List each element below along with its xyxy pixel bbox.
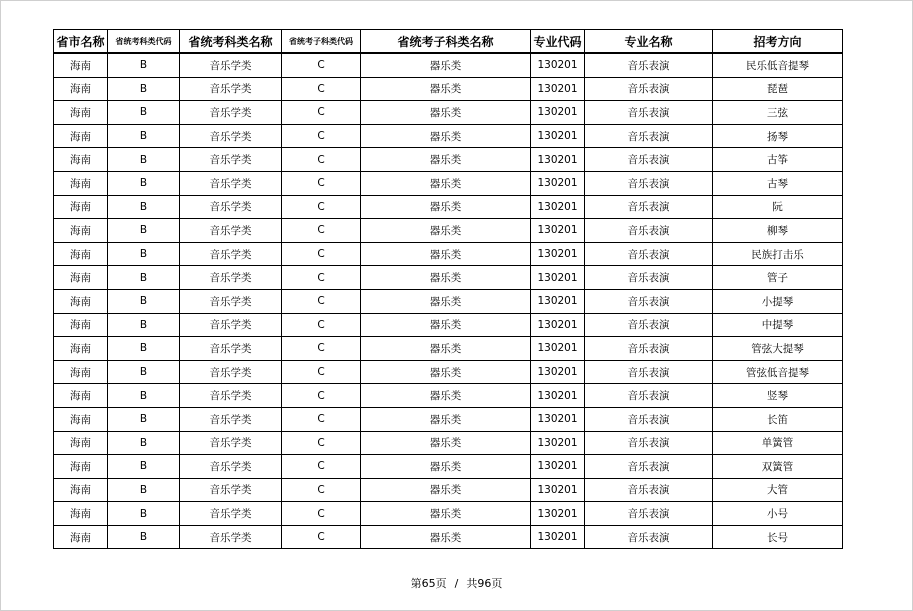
cell-subcategory-code: C [282,502,361,526]
cell-direction: 管弦低音提琴 [713,360,843,384]
cell-major-code: 130201 [531,455,585,479]
cell-major-code: 130201 [531,289,585,313]
cell-category-name: 音乐学类 [180,313,282,337]
cell-subcategory-code: C [282,242,361,266]
cell-province: 海南 [54,289,108,313]
table-row [54,77,843,101]
cell-major-name: 音乐表演 [585,337,713,361]
cell-major-code: 130201 [531,431,585,455]
cell-category-name: 音乐学类 [180,384,282,408]
cell-direction: 管子 [713,266,843,290]
cell-subcategory-code: C [282,219,361,243]
cell-province: 海南 [54,337,108,361]
cell-subcategory-name: 器乐类 [361,242,531,266]
header-row [54,30,843,54]
cell-subcategory-code: C [282,455,361,479]
cell-category-code: B [108,148,180,172]
cell-category-name: 音乐学类 [180,242,282,266]
cell-category-code: B [108,171,180,195]
cell-subcategory-code: C [282,384,361,408]
page-footer [0,575,913,591]
cell-province: 海南 [54,431,108,455]
cell-category-code: B [108,384,180,408]
cell-direction: 长笛 [713,407,843,431]
cell-major-name: 音乐表演 [585,407,713,431]
cell-subcategory-code: C [282,431,361,455]
cell-subcategory-code: C [282,77,361,101]
cell-major-name: 音乐表演 [585,242,713,266]
cell-direction: 双簧管 [713,455,843,479]
page-number: 第65页 [410,577,447,590]
cell-major-code: 130201 [531,53,585,77]
cell-category-code: B [108,525,180,549]
cell-category-code: B [108,101,180,125]
table-row [54,407,843,431]
cell-subcategory-code: C [282,313,361,337]
cell-category-code: B [108,502,180,526]
cell-direction: 琵琶 [713,77,843,101]
cell-category-name: 音乐学类 [180,53,282,77]
cell-major-name: 音乐表演 [585,266,713,290]
cell-major-code: 130201 [531,195,585,219]
table-row [54,101,843,125]
cell-major-code: 130201 [531,171,585,195]
cell-direction: 古琴 [713,171,843,195]
cell-province: 海南 [54,148,108,172]
cell-major-name: 音乐表演 [585,289,713,313]
cell-direction: 管弦大提琴 [713,337,843,361]
table-row [54,266,843,290]
table-row [54,219,843,243]
table-row [54,195,843,219]
cell-category-code: B [108,219,180,243]
cell-direction: 小提琴 [713,289,843,313]
cell-major-code: 130201 [531,360,585,384]
header-major-code: 专业代码 [531,30,585,54]
cell-subcategory-code: C [282,407,361,431]
cell-subcategory-name: 器乐类 [361,478,531,502]
cell-category-name: 音乐学类 [180,289,282,313]
table-row [54,431,843,455]
table-row [54,360,843,384]
cell-subcategory-name: 器乐类 [361,337,531,361]
header-province: 省市名称 [54,30,108,54]
table-row [54,478,843,502]
cell-province: 海南 [54,360,108,384]
cell-subcategory-name: 器乐类 [361,360,531,384]
cell-province: 海南 [54,124,108,148]
cell-major-name: 音乐表演 [585,101,713,125]
cell-direction: 小号 [713,502,843,526]
cell-direction: 民族打击乐 [713,242,843,266]
cell-category-name: 音乐学类 [180,431,282,455]
cell-category-code: B [108,53,180,77]
cell-direction: 长号 [713,525,843,549]
cell-province: 海南 [54,266,108,290]
cell-major-name: 音乐表演 [585,219,713,243]
cell-category-code: B [108,124,180,148]
cell-major-code: 130201 [531,101,585,125]
cell-major-name: 音乐表演 [585,195,713,219]
cell-major-code: 130201 [531,266,585,290]
cell-category-code: B [108,455,180,479]
cell-province: 海南 [54,478,108,502]
header-category-name: 省统考科类名称 [180,30,282,54]
cell-subcategory-name: 器乐类 [361,195,531,219]
cell-major-name: 音乐表演 [585,148,713,172]
cell-category-name: 音乐学类 [180,219,282,243]
cell-category-name: 音乐学类 [180,525,282,549]
cell-subcategory-name: 器乐类 [361,53,531,77]
cell-province: 海南 [54,53,108,77]
cell-province: 海南 [54,502,108,526]
cell-subcategory-code: C [282,171,361,195]
cell-direction: 古筝 [713,148,843,172]
cell-province: 海南 [54,101,108,125]
cell-category-name: 音乐学类 [180,266,282,290]
cell-major-name: 音乐表演 [585,525,713,549]
cell-subcategory-name: 器乐类 [361,266,531,290]
cell-province: 海南 [54,455,108,479]
table-row [54,289,843,313]
cell-category-code: B [108,360,180,384]
cell-major-name: 音乐表演 [585,360,713,384]
table-body [54,53,843,549]
cell-major-code: 130201 [531,478,585,502]
cell-direction: 民乐低音提琴 [713,53,843,77]
cell-major-code: 130201 [531,313,585,337]
cell-direction: 中提琴 [713,313,843,337]
cell-direction: 阮 [713,195,843,219]
header-major-name: 专业名称 [585,30,713,54]
table-row [54,502,843,526]
table-row [54,313,843,337]
table-row [54,455,843,479]
cell-major-code: 130201 [531,124,585,148]
cell-subcategory-code: C [282,195,361,219]
table-row [54,53,843,77]
cell-direction: 单簧管 [713,431,843,455]
cell-province: 海南 [54,242,108,266]
cell-subcategory-name: 器乐类 [361,148,531,172]
cell-subcategory-code: C [282,101,361,125]
cell-subcategory-name: 器乐类 [361,101,531,125]
cell-subcategory-name: 器乐类 [361,455,531,479]
cell-major-code: 130201 [531,407,585,431]
cell-category-code: B [108,431,180,455]
cell-category-name: 音乐学类 [180,171,282,195]
cell-major-name: 音乐表演 [585,478,713,502]
cell-major-code: 130201 [531,525,585,549]
cell-province: 海南 [54,313,108,337]
cell-major-code: 130201 [531,384,585,408]
cell-major-name: 音乐表演 [585,171,713,195]
table-row [54,148,843,172]
cell-subcategory-code: C [282,337,361,361]
cell-province: 海南 [54,77,108,101]
cell-subcategory-name: 器乐类 [361,313,531,337]
cell-province: 海南 [54,219,108,243]
cell-major-code: 130201 [531,242,585,266]
cell-subcategory-name: 器乐类 [361,502,531,526]
cell-subcategory-name: 器乐类 [361,525,531,549]
cell-subcategory-code: C [282,289,361,313]
cell-major-code: 130201 [531,219,585,243]
cell-category-name: 音乐学类 [180,360,282,384]
table-row [54,337,843,361]
cell-major-name: 音乐表演 [585,431,713,455]
cell-major-code: 130201 [531,502,585,526]
cell-category-name: 音乐学类 [180,407,282,431]
cell-subcategory-name: 器乐类 [361,171,531,195]
cell-province: 海南 [54,407,108,431]
cell-province: 海南 [54,195,108,219]
cell-subcategory-code: C [282,478,361,502]
cell-category-name: 音乐学类 [180,195,282,219]
cell-subcategory-code: C [282,148,361,172]
cell-category-name: 音乐学类 [180,337,282,361]
cell-province: 海南 [54,525,108,549]
header-direction: 招考方向 [713,30,843,54]
cell-subcategory-code: C [282,360,361,384]
cell-major-name: 音乐表演 [585,124,713,148]
cell-category-code: B [108,337,180,361]
cell-subcategory-name: 器乐类 [361,289,531,313]
cell-category-code: B [108,313,180,337]
cell-category-name: 音乐学类 [180,124,282,148]
cell-major-name: 音乐表演 [585,502,713,526]
cell-category-name: 音乐学类 [180,77,282,101]
cell-category-name: 音乐学类 [180,455,282,479]
cell-category-code: B [108,289,180,313]
header-subcategory-code: 省统考子科类代码 [282,30,361,54]
cell-subcategory-code: C [282,53,361,77]
cell-province: 海南 [54,384,108,408]
table-row [54,525,843,549]
cell-direction: 柳琴 [713,219,843,243]
table-row [54,242,843,266]
cell-major-name: 音乐表演 [585,455,713,479]
table-header [54,30,843,54]
cell-subcategory-name: 器乐类 [361,431,531,455]
cell-category-code: B [108,242,180,266]
cell-major-code: 130201 [531,148,585,172]
page-separator: / [454,577,459,590]
cell-province: 海南 [54,171,108,195]
page-total: 共96页 [466,577,503,590]
cell-category-name: 音乐学类 [180,478,282,502]
cell-category-code: B [108,77,180,101]
cell-category-code: B [108,478,180,502]
cell-subcategory-name: 器乐类 [361,124,531,148]
table-row [54,124,843,148]
cell-major-name: 音乐表演 [585,384,713,408]
cell-category-code: B [108,266,180,290]
cell-direction: 三弦 [713,101,843,125]
cell-subcategory-name: 器乐类 [361,77,531,101]
admissions-table [53,29,843,549]
cell-category-name: 音乐学类 [180,502,282,526]
cell-subcategory-code: C [282,525,361,549]
cell-category-name: 音乐学类 [180,148,282,172]
table-row [54,384,843,408]
cell-direction: 扬琴 [713,124,843,148]
cell-major-code: 130201 [531,77,585,101]
header-subcategory-name: 省统考子科类名称 [361,30,531,54]
cell-direction: 大管 [713,478,843,502]
cell-major-name: 音乐表演 [585,313,713,337]
cell-major-name: 音乐表演 [585,77,713,101]
cell-subcategory-name: 器乐类 [361,384,531,408]
cell-category-code: B [108,407,180,431]
cell-category-name: 音乐学类 [180,101,282,125]
table-row [54,171,843,195]
cell-subcategory-code: C [282,266,361,290]
cell-subcategory-name: 器乐类 [361,407,531,431]
header-category-code: 省统考科类代码 [108,30,180,54]
cell-major-code: 130201 [531,337,585,361]
cell-major-name: 音乐表演 [585,53,713,77]
cell-subcategory-code: C [282,124,361,148]
cell-subcategory-name: 器乐类 [361,219,531,243]
cell-category-code: B [108,195,180,219]
cell-direction: 竖琴 [713,384,843,408]
